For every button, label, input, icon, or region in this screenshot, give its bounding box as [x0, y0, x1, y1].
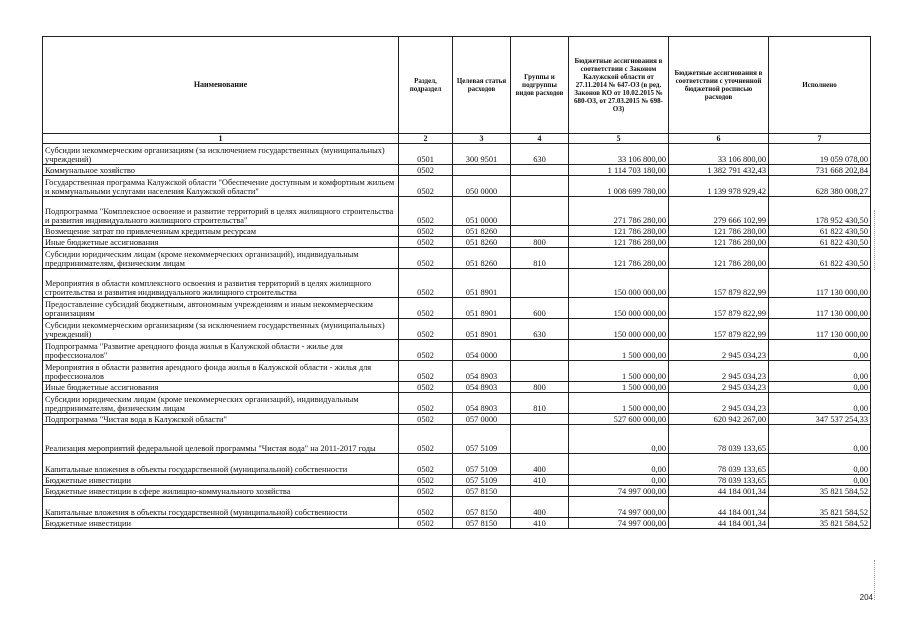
row-name: Государственная программа Калужской области "Обеспечение доступным и комфортным жильем и коммунальными услугами населения Калужской области"	[43, 176, 399, 197]
row-law-amount: 1 500 000,00	[569, 340, 669, 361]
row-executed-amount: 117 130 000,00	[769, 298, 871, 319]
table-row	[43, 497, 871, 518]
row-section: 0502	[399, 382, 453, 393]
row-section: 0502	[399, 298, 453, 319]
row-expense-group: 410	[511, 475, 569, 486]
column-number: 4	[511, 134, 569, 144]
row-name: Субсидии некоммерческим организациям (за исключением государственных (муниципальных) учреждений)	[43, 144, 399, 165]
row-executed-amount: 178 952 430,50	[769, 197, 871, 226]
row-refined-amount: 121 786 280,00	[669, 237, 769, 248]
row-law-amount: 1 500 000,00	[569, 361, 669, 382]
row-executed-amount: 0,00	[769, 454, 871, 475]
row-target-article	[453, 165, 511, 176]
budget-sheet	[42, 36, 870, 529]
row-target-article: 054 0000	[453, 340, 511, 361]
row-refined-amount: 1 139 978 929,42	[669, 176, 769, 197]
row-target-article: 051 8901	[453, 319, 511, 340]
header-expense-group: Группы и подгруппы видов расходов	[511, 37, 569, 134]
row-law-amount: 74 997 000,00	[569, 486, 669, 497]
row-law-amount: 1 008 699 780,00	[569, 176, 669, 197]
row-section: 0501	[399, 144, 453, 165]
row-law-amount: 74 997 000,00	[569, 518, 669, 529]
row-expense-group	[511, 425, 569, 454]
row-target-article: 057 8150	[453, 518, 511, 529]
row-name: Мероприятия в области комплексного освоения и развития территорий в целях жилищного строительства и развития индивидуального жилищного строительства	[43, 269, 399, 298]
row-law-amount: 0,00	[569, 475, 669, 486]
row-refined-amount: 2 945 034,23	[669, 393, 769, 414]
row-expense-group	[511, 165, 569, 176]
row-expense-group: 400	[511, 454, 569, 475]
column-number: 1	[43, 134, 399, 144]
row-refined-amount: 121 786 280,00	[669, 248, 769, 269]
row-expense-group: 800	[511, 382, 569, 393]
table-row	[43, 144, 871, 165]
row-executed-amount: 0,00	[769, 361, 871, 382]
row-name: Субсидии юридическим лицам (кроме некоммерческих организаций), индивидуальным предпринимателям, физическим лицам	[43, 248, 399, 269]
row-name: Бюджетные инвестиции	[43, 475, 399, 486]
row-expense-group: 630	[511, 144, 569, 165]
column-number: 7	[769, 134, 871, 144]
page-number: 204	[859, 593, 873, 602]
row-target-article: 054 8903	[453, 361, 511, 382]
row-name: Капитальные вложения в объекты государственной (муниципальной) собственности	[43, 497, 399, 518]
row-section: 0502	[399, 248, 453, 269]
header-target-article: Целевая статья расходов	[453, 37, 511, 134]
row-name: Капитальные вложения в объекты государственной (муниципальной) собственности	[43, 454, 399, 475]
column-number-row	[43, 134, 871, 144]
header-section: Раздел, подраздел	[399, 37, 453, 134]
row-section: 0502	[399, 269, 453, 298]
row-target-article: 057 8150	[453, 486, 511, 497]
row-name: Подпрограмма "Развитие арендного фонда жилья в Калужской области - жилье для профессионалов"	[43, 340, 399, 361]
table-row	[43, 298, 871, 319]
row-section: 0502	[399, 425, 453, 454]
row-law-amount: 150 000 000,00	[569, 269, 669, 298]
row-refined-amount: 44 184 001,34	[669, 518, 769, 529]
row-name: Бюджетные инвестиции	[43, 518, 399, 529]
column-number: 5	[569, 134, 669, 144]
row-section: 0502	[399, 486, 453, 497]
row-expense-group: 810	[511, 248, 569, 269]
row-name: Подпрограмма "Чистая вода в Калужской области"	[43, 414, 399, 425]
table-row	[43, 486, 871, 497]
row-section: 0502	[399, 176, 453, 197]
row-name: Коммунальное хозяйство	[43, 165, 399, 176]
row-executed-amount: 0,00	[769, 425, 871, 454]
row-section: 0502	[399, 197, 453, 226]
row-refined-amount: 157 879 822,99	[669, 269, 769, 298]
row-executed-amount: 347 537 254,33	[769, 414, 871, 425]
row-law-amount: 271 786 280,00	[569, 197, 669, 226]
table-row	[43, 425, 871, 454]
row-law-amount: 1 114 703 180,00	[569, 165, 669, 176]
row-name: Бюджетные инвестиции в сфере жилищно-коммунального хозяйства	[43, 486, 399, 497]
row-target-article: 050 0000	[453, 176, 511, 197]
row-expense-group	[511, 361, 569, 382]
row-target-article: 057 5109	[453, 475, 511, 486]
row-section: 0502	[399, 361, 453, 382]
row-law-amount: 74 997 000,00	[569, 497, 669, 518]
row-target-article: 057 0000	[453, 414, 511, 425]
row-name: Подпрограмма "Комплексное освоение и развитие территорий в целях жилищного строительства и развития индивидуального жилищного строительства"	[43, 197, 399, 226]
row-section: 0502	[399, 319, 453, 340]
table-row	[43, 165, 871, 176]
row-law-amount: 150 000 000,00	[569, 298, 669, 319]
row-law-amount: 0,00	[569, 454, 669, 475]
row-executed-amount: 0,00	[769, 393, 871, 414]
row-refined-amount: 121 786 280,00	[669, 226, 769, 237]
row-executed-amount: 731 668 202,84	[769, 165, 871, 176]
row-executed-amount: 0,00	[769, 340, 871, 361]
row-executed-amount: 35 821 584,52	[769, 518, 871, 529]
row-section: 0502	[399, 475, 453, 486]
row-target-article: 051 8901	[453, 298, 511, 319]
row-target-article: 051 8260	[453, 248, 511, 269]
row-section: 0502	[399, 165, 453, 176]
row-target-article: 054 8903	[453, 382, 511, 393]
row-expense-group	[511, 176, 569, 197]
row-target-article: 057 5109	[453, 454, 511, 475]
table-body	[43, 144, 871, 529]
row-name: Возмещение затрат по привлеченным кредитным ресурсам	[43, 226, 399, 237]
margin-dots	[873, 210, 875, 270]
margin-dots	[873, 560, 875, 600]
table-row	[43, 518, 871, 529]
row-name: Субсидии юридическим лицам (кроме некоммерческих организаций), индивидуальным предпринимателям, физическим лицам	[43, 393, 399, 414]
row-expense-group: 400	[511, 497, 569, 518]
header-name: Наименование	[43, 37, 399, 134]
row-name: Реализация мероприятий федеральной целевой программы "Чистая вода" на 2011-2017 годы	[43, 425, 399, 454]
table-row	[43, 176, 871, 197]
row-executed-amount: 0,00	[769, 382, 871, 393]
row-target-article: 051 8260	[453, 237, 511, 248]
row-law-amount: 121 786 280,00	[569, 226, 669, 237]
row-expense-group	[511, 226, 569, 237]
row-law-amount: 0,00	[569, 425, 669, 454]
row-target-article: 057 5109	[453, 425, 511, 454]
row-name: Иные бюджетные ассигнования	[43, 382, 399, 393]
table-row	[43, 197, 871, 226]
row-executed-amount: 61 822 430,50	[769, 237, 871, 248]
row-name: Иные бюджетные ассигнования	[43, 237, 399, 248]
table-row	[43, 414, 871, 425]
row-refined-amount: 620 942 267,00	[669, 414, 769, 425]
row-section: 0502	[399, 414, 453, 425]
row-refined-amount: 2 945 034,23	[669, 340, 769, 361]
row-executed-amount: 628 380 008,27	[769, 176, 871, 197]
row-section: 0502	[399, 393, 453, 414]
row-target-article: 051 8260	[453, 226, 511, 237]
row-section: 0502	[399, 237, 453, 248]
row-expense-group	[511, 486, 569, 497]
row-refined-amount: 157 879 822,99	[669, 298, 769, 319]
row-executed-amount: 35 821 584,52	[769, 497, 871, 518]
row-target-article: 051 0000	[453, 197, 511, 226]
column-number: 2	[399, 134, 453, 144]
table-row	[43, 319, 871, 340]
row-law-amount: 121 786 280,00	[569, 248, 669, 269]
row-refined-amount: 2 945 034,23	[669, 361, 769, 382]
row-expense-group: 410	[511, 518, 569, 529]
row-refined-amount: 44 184 001,34	[669, 497, 769, 518]
row-law-amount: 121 786 280,00	[569, 237, 669, 248]
row-refined-amount: 78 039 133,65	[669, 425, 769, 454]
row-executed-amount: 19 059 078,00	[769, 144, 871, 165]
row-executed-amount: 61 822 430,50	[769, 226, 871, 237]
row-refined-amount: 279 666 102,99	[669, 197, 769, 226]
row-refined-amount: 33 106 800,00	[669, 144, 769, 165]
row-name: Субсидии некоммерческим организациям (за исключением государственных (муниципальных) учреждений)	[43, 319, 399, 340]
row-section: 0502	[399, 454, 453, 475]
row-expense-group: 630	[511, 319, 569, 340]
row-section: 0502	[399, 226, 453, 237]
budget-table	[42, 36, 871, 529]
table-row	[43, 361, 871, 382]
column-number: 3	[453, 134, 511, 144]
row-refined-amount: 1 382 791 432,43	[669, 165, 769, 176]
header-law-allocations: Бюджетные ассигнования в соответствии с Законом Калужской области от 27.11.2014 № 647-ОЗ (в ред. Законов КО от 10.02.2015 № 680-ОЗ, от 27.03.2015 № 698-ОЗ)	[569, 37, 669, 134]
row-expense-group	[511, 414, 569, 425]
row-law-amount: 527 600 000,00	[569, 414, 669, 425]
table-row	[43, 237, 871, 248]
row-refined-amount: 44 184 001,34	[669, 486, 769, 497]
row-law-amount: 1 500 000,00	[569, 393, 669, 414]
row-executed-amount: 117 130 000,00	[769, 269, 871, 298]
row-target-article: 054 8903	[453, 393, 511, 414]
row-refined-amount: 78 039 133,65	[669, 454, 769, 475]
row-expense-group	[511, 197, 569, 226]
row-expense-group	[511, 340, 569, 361]
row-name: Мероприятия в области развития арендного фонда жилья в Калужской области - жилья для профессионалов	[43, 361, 399, 382]
row-section: 0502	[399, 497, 453, 518]
row-expense-group: 800	[511, 237, 569, 248]
row-section: 0502	[399, 518, 453, 529]
row-refined-amount: 78 039 133,65	[669, 475, 769, 486]
row-expense-group: 600	[511, 298, 569, 319]
header-row	[43, 37, 871, 134]
row-refined-amount: 157 879 822,99	[669, 319, 769, 340]
row-law-amount: 150 000 000,00	[569, 319, 669, 340]
table-row	[43, 393, 871, 414]
column-number: 6	[669, 134, 769, 144]
table-row	[43, 248, 871, 269]
row-law-amount: 1 500 000,00	[569, 382, 669, 393]
table-row	[43, 226, 871, 237]
row-target-article: 051 8901	[453, 269, 511, 298]
table-row	[43, 454, 871, 475]
row-law-amount: 33 106 800,00	[569, 144, 669, 165]
table-row	[43, 382, 871, 393]
row-name: Предоставление субсидий бюджетным, автономным учреждениям и иным некоммерческим организациям	[43, 298, 399, 319]
header-executed: Исполнено	[769, 37, 871, 134]
table-row	[43, 340, 871, 361]
table-row	[43, 475, 871, 486]
header-refined-allocations: Бюджетные ассигнования в соответствии с уточненной бюджетной росписью расходов	[669, 37, 769, 134]
row-target-article: 057 8150	[453, 497, 511, 518]
row-target-article: 300 9501	[453, 144, 511, 165]
row-executed-amount: 117 130 000,00	[769, 319, 871, 340]
row-section: 0502	[399, 340, 453, 361]
table-row	[43, 269, 871, 298]
row-executed-amount: 0,00	[769, 475, 871, 486]
row-expense-group: 810	[511, 393, 569, 414]
row-executed-amount: 61 822 430,50	[769, 248, 871, 269]
row-refined-amount: 2 945 034,23	[669, 382, 769, 393]
row-expense-group	[511, 269, 569, 298]
row-executed-amount: 35 821 584,52	[769, 486, 871, 497]
